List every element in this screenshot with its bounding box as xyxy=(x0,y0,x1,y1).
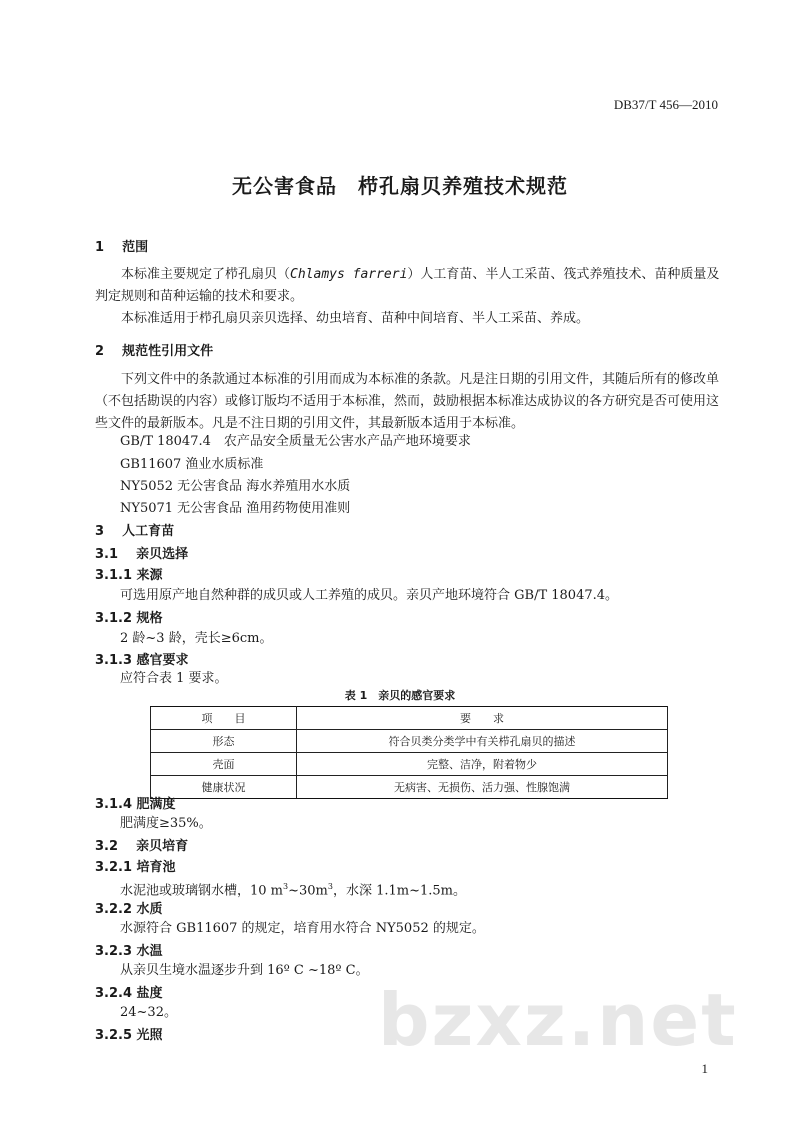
section-number: 1 xyxy=(95,240,105,255)
clause-text-3-2-4: 24~32。 xyxy=(120,1005,177,1020)
clause-heading-3-1-3 xyxy=(95,649,189,668)
superscript: 3 xyxy=(283,882,289,891)
clause-title: 规格 xyxy=(136,611,163,626)
table-cell: 完整、洁净，附着物少 xyxy=(297,753,668,776)
clause-text-3-1-3: 应符合表 1 要求。 xyxy=(120,671,228,686)
reference-item: NY5071 无公害食品 渔用药物使用准则 xyxy=(120,501,351,516)
site-watermark: bzxz.net xyxy=(378,978,738,1062)
clause-text-3-2-3: 从亲贝生境水温逐步升到 16º C ~18º C。 xyxy=(120,963,369,978)
clause-title: 盐度 xyxy=(136,986,163,1001)
table-cell: 健康状况 xyxy=(151,776,297,799)
scope-text-a: 本标准主要规定了栉孔扇贝（ xyxy=(121,267,291,282)
section-number: 2 xyxy=(95,344,105,359)
clause-text-3-2-2: 水源符合 GB11607 的规定，培育用水符合 NY5052 的规定。 xyxy=(120,921,485,936)
section-title: 范围 xyxy=(122,240,149,255)
clause-number: 3.1.1 xyxy=(95,568,133,583)
subsection-number: 3.2 xyxy=(95,839,119,854)
clause-number: 3.1.4 xyxy=(95,797,133,812)
text-part: ，水深 1.1m~1.5m。 xyxy=(332,883,466,899)
clause-number: 3.2.1 xyxy=(95,860,133,875)
scope-paragraph-2: 本标准适用于栉孔扇贝亲贝选择、幼虫培育、苗种中间培育、半人工采苗、养成。 xyxy=(121,311,590,326)
reference-item: NY5052 无公害食品 海水养殖用水水质 xyxy=(120,479,351,494)
subsection-title: 亲贝选择 xyxy=(136,547,189,562)
clause-title: 培育池 xyxy=(136,860,176,875)
page-number: 1 xyxy=(701,1061,708,1076)
clause-heading-3-2-1 xyxy=(95,856,176,875)
clause-title: 水温 xyxy=(136,944,163,959)
references-paragraph: 下列文件中的条款通过本标准的引用而成为本标准的条款。凡是注日期的引用文件，其随后所有的修改单（不包括勘误的内容）或修订版均不适用于本标准，然而，鼓励根据本标准达成协议的各方研究是否可使用这些文件的最新版本。凡是不注日期的引用文件，其最新版本适用于本标准。 xyxy=(95,372,720,431)
table-header-cell: 项 目 xyxy=(151,707,297,730)
clause-title: 来源 xyxy=(136,568,163,583)
clause-title: 光照 xyxy=(136,1028,163,1043)
section-heading-scope xyxy=(95,236,148,255)
species-latin-name: Chlamys farreri xyxy=(290,267,408,282)
table-caption: 表 1 亲贝的感官要求 xyxy=(344,689,456,702)
sensory-requirements-table xyxy=(150,706,668,799)
clause-heading-3-2-5 xyxy=(95,1024,163,1043)
subsection-title: 亲贝培育 xyxy=(136,839,189,854)
reference-item: GB/T 18047.4 农产品安全质量无公害水产品产地环境要求 xyxy=(120,434,471,449)
clause-number: 3.2.3 xyxy=(95,944,133,959)
clause-title: 水质 xyxy=(136,902,163,917)
section-heading-references xyxy=(95,340,213,359)
section-heading-artificial-breeding xyxy=(95,520,174,539)
clause-heading-3-1-1 xyxy=(95,564,163,583)
clause-number: 3.1.3 xyxy=(95,653,133,668)
subsection-heading-3-2 xyxy=(95,835,188,854)
text-part: 水泥池或玻璃钢水槽，10 m xyxy=(120,883,284,899)
table-cell: 形态 xyxy=(151,730,297,753)
clause-text-3-1-4: 肥满度≥35%。 xyxy=(120,816,212,831)
table-row xyxy=(151,730,668,753)
document-number: DB37/T 456—2010 xyxy=(613,97,718,112)
table-cell: 壳面 xyxy=(151,753,297,776)
table-header-row xyxy=(151,707,668,730)
clause-heading-3-2-2 xyxy=(95,898,163,917)
clause-heading-3-2-4 xyxy=(95,982,163,1001)
section-title: 规范性引用文件 xyxy=(122,344,214,359)
table-header-cell: 要 求 xyxy=(297,707,668,730)
clause-text-3-1-2: 2 龄~3 龄，壳长≥6cm。 xyxy=(120,631,273,646)
table-cell: 无病害、无损伤、活力强、性腺饱满 xyxy=(297,776,668,799)
section-title: 人工育苗 xyxy=(122,524,175,539)
subsection-heading-3-1 xyxy=(95,543,188,562)
scope-text-b: ）人工育苗、半人工采苗、筏式养殖技术、苗种质量及判定规则和苗种运输的技术和要求。 xyxy=(95,267,720,304)
text-part: ~30m xyxy=(288,883,328,899)
table-row xyxy=(151,776,668,799)
document-title: 无公害食品 栉孔扇贝养殖技术规范 xyxy=(232,174,568,198)
clause-number: 3.2.5 xyxy=(95,1028,133,1043)
clause-number: 3.2.4 xyxy=(95,986,133,1001)
clause-number: 3.1.2 xyxy=(95,611,133,626)
superscript: 3 xyxy=(327,882,333,891)
section-number: 3 xyxy=(95,524,105,539)
clause-number: 3.2.2 xyxy=(95,902,133,917)
table-row xyxy=(151,753,668,776)
scope-paragraph-1 xyxy=(95,264,725,308)
clause-title: 肥满度 xyxy=(136,797,176,812)
clause-heading-3-1-4 xyxy=(95,793,176,812)
clause-title: 感官要求 xyxy=(136,653,189,668)
reference-item: GB11607 渔业水质标准 xyxy=(120,457,264,472)
clause-text-3-1-1: 可选用原产地自然种群的成贝或人工养殖的成贝。亲贝产地环境符合 GB/T 18047.4。 xyxy=(120,588,619,603)
table-cell: 符合贝类分类学中有关栉孔扇贝的描述 xyxy=(297,730,668,753)
clause-heading-3-1-2 xyxy=(95,607,163,626)
clause-heading-3-2-3 xyxy=(95,940,163,959)
clause-text-3-2-1 xyxy=(120,876,466,901)
subsection-number: 3.1 xyxy=(95,547,119,562)
